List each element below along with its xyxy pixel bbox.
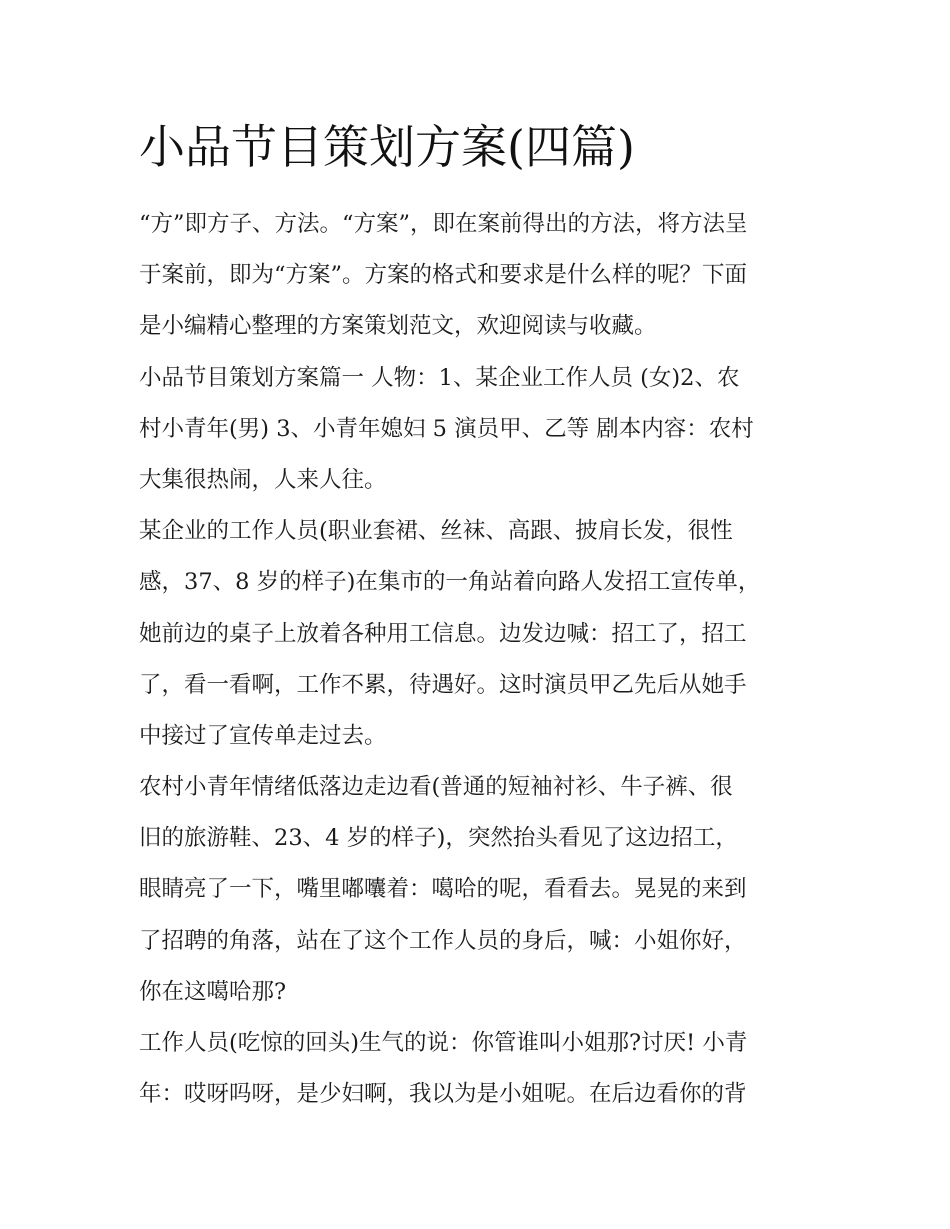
text-line: 某企业的工作人员(职业套裙、丝袜、高跟、披肩长发，很性 — [139, 518, 733, 545]
text-line: 大集很热闹，人来人往。 — [139, 466, 387, 493]
text-line: 村小青年(男) 3、小青年媳妇 5 演员甲、乙等 剧本内容：农村 — [139, 415, 754, 442]
text-line: 感，37、8 岁的样子)在集市的一角站着向路人发招工宣传单， — [139, 569, 761, 596]
document-body — [139, 199, 819, 1120]
text-line: 眼睛亮了一下，嘴里嘟囔着：噶哈的呢，看看去。晃晃的来到 — [139, 876, 747, 903]
text-line: 了招聘的角落，站在了这个工作人员的身后，喊：小姐你好， — [139, 927, 747, 954]
text-line: 于案前，即为“方案”。方案的格式和要求是什么样的呢？下面 — [139, 262, 748, 289]
text-line: 她前边的桌子上放着各种用工信息。边发边喊：招工了，招工 — [139, 620, 747, 647]
text-line: 农村小青年情绪低落边走边看(普通的短袖衬衫、牛子裤、很 — [139, 774, 733, 801]
text-line: “方”即方子、方法。“方案”，即在案前得出的方法，将方法呈 — [139, 211, 748, 237]
text-line: 旧的旅游鞋、23、4 岁的样子)，突然抬头看见了这边招工， — [139, 825, 738, 852]
text-line: 是小编精心整理的方案策划范文，欢迎阅读与收藏。 — [139, 313, 657, 340]
text-line: 工作人员(吃惊的回头)生气的说：你管谁叫小姐那?讨厌! 小青 — [139, 1030, 748, 1056]
text-line: 了，看一看啊，工作不累，待遇好。这时演员甲乙先后从她手 — [139, 671, 747, 698]
text-line: 你在这噶哈那? — [139, 978, 287, 1005]
text-line: 小品节目策划方案篇一 人物：1、某企业工作人员 (女)2、农 — [139, 364, 740, 391]
text-line: 中接过了宣传单走过去。 — [139, 722, 387, 749]
text-line: 年：哎呀吗呀，是少妇啊，我以为是小姐呢。在后边看你的背 — [139, 1081, 747, 1108]
page-title: 小品节目策划方案(四篇) — [139, 120, 635, 174]
